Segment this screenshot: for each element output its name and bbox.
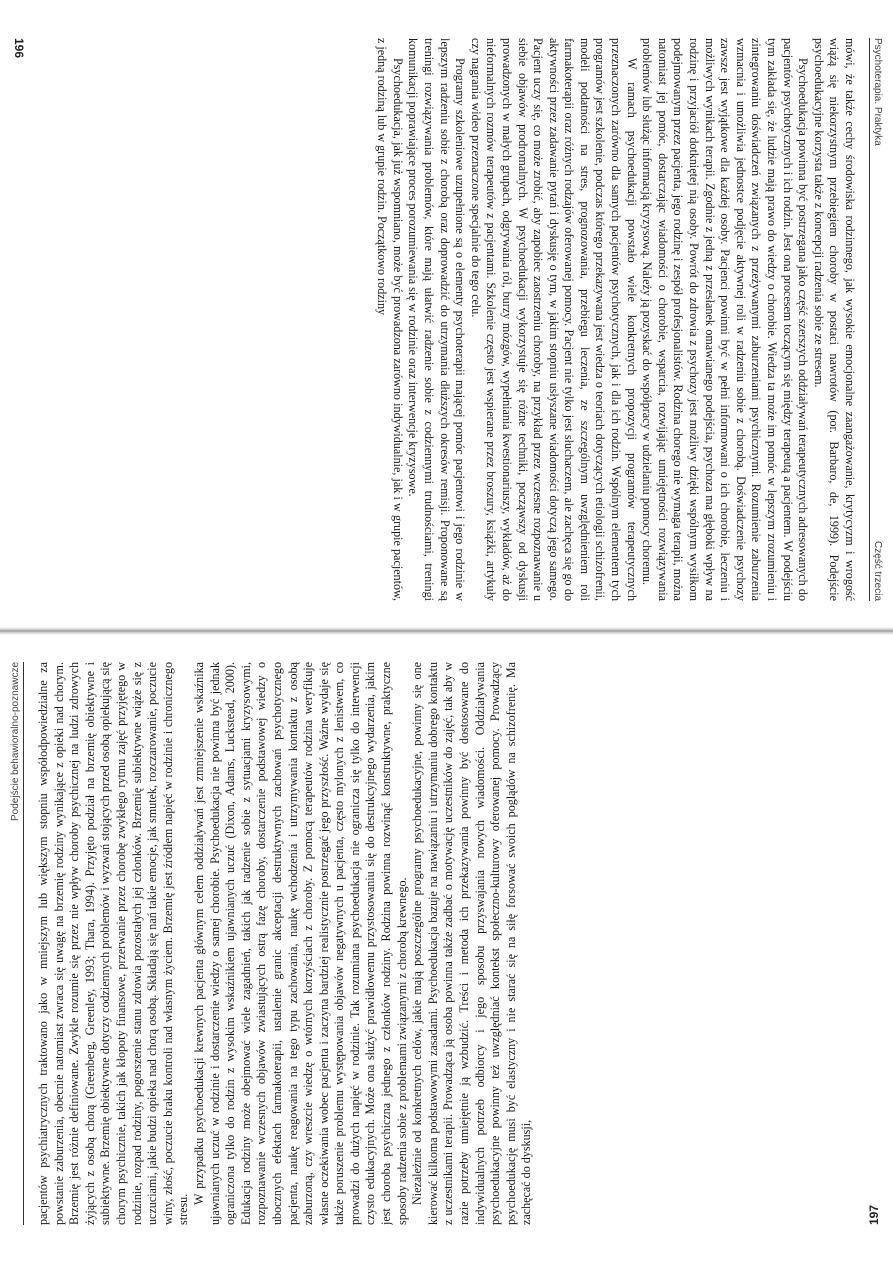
paragraph: pacjentów psychiatrycznych traktowano jako w mniejszym lub większym stopniu współodpowiedzialne za powstanie zaburzenia, obecnie natomiast zwraca się uwagę na brzemię rodziny wynikające z opieki nad chorym. Brzemię jest różnie definiowane. Zwykle rozumie się przez nie wpływ choroby psychicznej na ludzi zdrowych żyjących z osobą chorą (Greenberg, Greenley, 1993; Thara, 1994). Przyjęto podział na brzemię obiektywne i subiektywne. Brzemię obiektywne dotyczy codziennych problemów i wyzwań stojących przed osobą opiekującą się chorym psychicznie, takich jak kłopoty finansowe, przerwanie przez chorobę zwykłego rytmu zajęć przyjętego w rodzinie, rozpad rodziny, pogorszenie stanu zdrowia pozostałych jej członków. Brzemię subiektywne wiąże się z uczuciami, jakie budzi opieka nad chorą osobą. Składają się nań takie emocje, jak smutek, rozczarowanie, poczucie winy, złość, poczucie braku kontroli nad własnym życiem. Brzemię jest źródłem napięć w rodzinie i chronicznego stresu. bbox=[36, 662, 191, 1225]
paragraph: mówi, że także cechy środowiska rodzinnego, jak wysokie emocjonalne zaangażowanie, krytycyzm i wrogość wiążą się niekorzystnym przebiegiem choroby w postaci nawrotów (por. Barbaro, de, 1999). Podejście psychoedukacyjne korzysta także z koncepcji radzenia sobie ze stresem. bbox=[811, 38, 857, 601]
body-text bbox=[40, 38, 857, 601]
body-text bbox=[36, 662, 853, 1225]
paragraph: Programy szkoleniowe uzupełnione są o elementy psychoterapii mającej pomóc pacjentowi i jego rodzinie w lepszym radzeniu sobie z chorobą oraz doprowadzić do utrzymania dłuższych okresów remisji. Proponowane są treningi rozwiązywania problemów, które mają ułatwić radzenie sobie z codziennymi trudnościami, treningi komunikacji poprawiające proces porozumiewania się w rodzinie oraz interwencje kryzysowe. bbox=[406, 38, 468, 601]
header-book-title: Psychoterapia. Praktyka bbox=[872, 38, 883, 146]
header-part-title: Część trzecia bbox=[872, 540, 883, 601]
header-chapter-title: Podejście behawioralno-poznawcze bbox=[10, 662, 21, 821]
page-number: 196 bbox=[12, 38, 26, 59]
paragraph: W ramach psychoedukacji powstało wiele konkretnych propozycji programów terapeutycznych przeznaczonych zarówno dla samych pacjentów psychotycznych, jak i dla ich rodzin. Wspólnym elementem tych programów jest szkolenie, podczas którego przekazywana jest wiedza o teoriach dotyczących etiologii schizofrenii, modeli podatności na stres, prognozowania, przebiegu leczenia, ze szczególnym uwzględnieniem roli farmakoterapii oraz różnych rodzajów oferowanej pomocy. Pacjent nie tylko jest słuchaczem, ale zachęca się go do aktywności przez zadawanie pytań i dyskusję o tym, w jakim stopniu usłyszane wiadomości dotyczą jego samego. Pacjent uczy się, co może zrobić, aby zapobiec zaostrzeniu choroby, na przykład przez wczesne rozpoznawanie u siebie objawów prodromalnych. W psychoedukacji wykorzystuje się różne techniki, począwszy od dyskusji prowadzonych w małych grupach, odgrywania ról, burzy mózgów, wypełniania kwestionariuszy, wykładów, aż do nieformalnych rozmów terapeutów z pacjentami. Szkolenie często jest wspierane przez broszury, książki, artykuły czy nagrania wideo przeznaczone specjalnie do tego celu. bbox=[468, 38, 639, 601]
right-page-197 bbox=[0, 632, 893, 1263]
paragraph: Psychoedukacja, jak już wspomniano, może być prowadzona zarówno indywidualnie, jak i w grupie pacjentów, z jedną rodziną lub w grupie rodzin. Początkowo rodziny bbox=[375, 38, 405, 601]
paragraph: Niezależnie od konkretnych celów, jakie mają poszczególne programy psychoedukacyjne, powinny się one kierować kilkoma podstawowymi zasadami. Psychoedukacja bazuje na nawiązaniu i utrzymaniu dobrego kontaktu z uczestnikami terapii. Prowadząca ją osoba powinna także zadbać o motywację uczestników do zajęć, tak aby w razie potrzeby umiejętnie ją wzbudzić. Treści i metoda ich przekazywania powinny być dostosowane do indywidualnych potrzeb odbiorcy i jego sposobu przyswajania nowych wiadomości. Oddziaływania psychoedukacyjne powinny też uwzględniać kontekst społeczno-kulturowy oferowanej pomocy. Prowadzący psychoedukację musi być elastyczny i nie starać się na siłę forsować swoich poglądów na schizofrenię. Ma zachęcać do dyskusji, bbox=[410, 662, 534, 1225]
page-number: 197 bbox=[867, 1204, 881, 1225]
left-page-content bbox=[0, 0, 893, 631]
left-page-196 bbox=[0, 0, 893, 631]
running-header bbox=[869, 38, 883, 601]
right-page-content bbox=[0, 632, 893, 1263]
paragraph: Psychoedukacja powinna być postrzegana jako część szerszych oddziaływań terapeutycznych adresowanych do pacjentów psychotycznych i ich rodzin. Jest ona procesem toczącym się między terapeutą a pacjentem. W podejściu tym zakłada się, że ludzie mają prawo do wiedzy o chorobie. Wiedza ta może im pomóc w lepszym zrozumieniu i zintegrowaniu doświadczeń związanych z przeżywanymi zaburzeniami psychicznymi. Rozumienie zaburzenia wzmacnia i umożliwia jednostce podjęcie aktywnej roli w radzeniu sobie z chorobą. Doświadczenie psychozy zawsze jest wyjątkowe dla każdej osoby. Pacjenci powinni być w pełni informowani o ich chorobie, leczeniu i możliwych wynikach terapii. Zgodnie z jedną z przesłanek omawianego podejścia, psychoza ma głęboki wpływ na rodzinę i przyjaciół dotkniętej nią osoby. Powrót do zdrowia z psychozy jest możliwy dzięki wspólnym wysiłkom podejmowanym przez pacjenta, jego rodzinę i zespół profesjonalistów. Rodzina chorego nie wymaga terapii, można natomiast jej pomóc, dostarczając wiadomości o chorobie, wsparcia, rozwijając umiejętności rozwiązywania problemów lub służąc informacją kryzysową. Należy ją pozyskać do współpracy w udzielaniu pomocy choremu. bbox=[640, 38, 811, 601]
paragraph: W przypadku psychoedukacji krewnych pacjenta głównym celem oddziaływań jest zmniejszenie wskaźnika ujawnianych uczuć w rodzinie i dostarczenie wiedzy o samej chorobie. Psychoedukacja nie powinna być jednak ograniczona tylko do rodzin z wysokim wskaźnikiem ujawnianych uczuć (Dixon, Adams, Luckstead, 2000). Edukacja rodziny może obejmować wiele zagadnień, takich jak radzenie sobie z sytuacjami kryzysowymi, rozpoznawanie wczesnych objawów zwiastujących ostrą fazę choroby, dostarczenie podstawowej wiedzy o ubocznych efektach farmakoterapii, ustalenie granic akceptacji destruktywnych zachowań psychotycznego pacjenta, naukę reagowania na tego typu zachowania, naukę wchodzenia i utrzymywania kontaktu z osobą zaburzoną, czy wreszcie wiedzę o wtórnych korzyściach z choroby. Z pomocą terapeutów rodzina weryfikuje własne oczekiwania wobec pacjenta i zaczyna bardziej realistycznie postrzegać jego przyszłość. Ważne wydaje się także poruszenie problemu występowania objawów negatywnych u pacjenta, często mylonych z lenistwem, co prowadzi do dużych napięć w rodzinie. Tak rozumiana psychoedukacja nie ogranicza się tylko do interwencji czysto edukacyjnych. Może ona służyć prawidłowemu przystosowaniu się do destrukcyjnego wydarzenia, jakim jest choroba psychiczna jednego z członków rodziny. Rodzina powinna rozwinąć konstruktywne, praktyczne sposoby radzenia sobie z problemami związanymi z chorobą krewnego. bbox=[191, 662, 409, 1225]
running-header bbox=[10, 662, 24, 1225]
